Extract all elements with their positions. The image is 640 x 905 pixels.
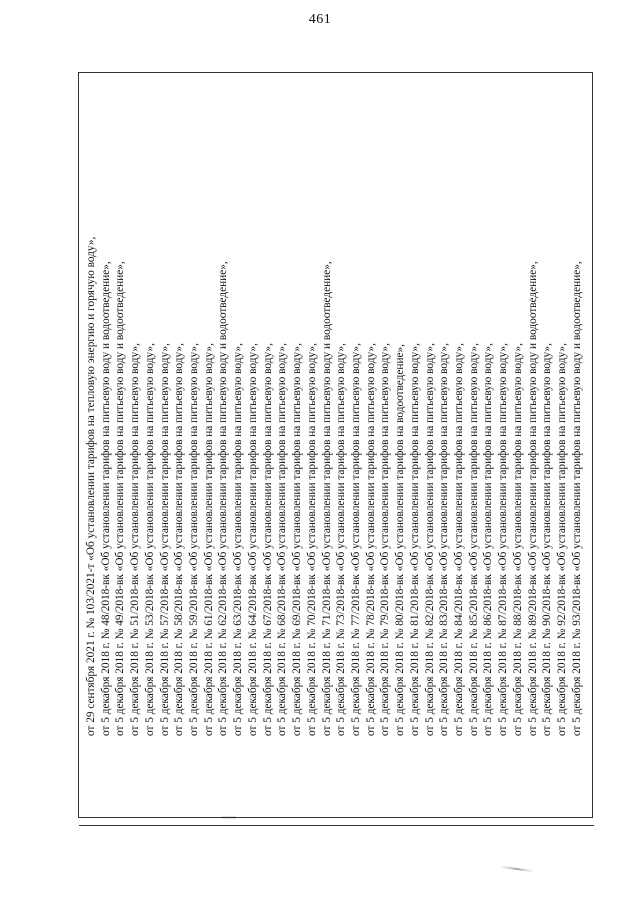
document-entry: от 29 сентября 2021 г. № 103/2021-т «Об установлении тарифов на тепловую энергию и горячую воду»,: [85, 236, 97, 736]
scan-artifact: [222, 816, 236, 819]
document-entry: от 5 декабря 2018 г. № 92/2018-вк «Об установлении тарифов на питьевую воду»,: [556, 343, 568, 736]
document-entry: от 5 декабря 2018 г. № 87/2018-вк «Об установлении тарифов на питьевую воду»,: [497, 343, 510, 736]
document-entry: от 5 декабря 2018 г. № 79/2018-вк «Об установлении тарифов на питьевую воду»,: [379, 343, 392, 736]
document-entry: от 5 декабря 2018 г. № 49/2018-вк «Об установлении тарифов на питьевую воду и водоотведение»,: [114, 261, 127, 736]
document-entry: от 5 декабря 2018 г. № 67/2018-вк «Об установлении тарифов на питьевую воду»,: [261, 343, 274, 736]
document-entry: от 5 декабря 2018 г. № 88/2018-вк «Об установлении тарифов на питьевую воду»,: [511, 343, 524, 736]
document-entry: от 5 декабря 2018 г. № 81/2018-вк «Об установлении тарифов на питьевую воду»,: [408, 343, 421, 736]
document-entry: от 5 декабря 2018 г. № 90/2018-вк «Об установлении тарифов на питьевую воду»,: [541, 343, 554, 736]
column-divider: [79, 825, 594, 826]
document-entry: от 5 декабря 2018 г. № 93/2018-вк «Об установлении тарифов на питьевую воду и водоотведение»,: [570, 261, 583, 736]
document-entry: от 5 декабря 2018 г. № 61/2018-вк «Об установлении тарифов на питьевую воду»,: [202, 343, 215, 736]
document-entry: от 5 декабря 2018 г. № 83/2018-вк «Об установлении тарифов на питьевую воду»,: [438, 343, 451, 736]
document-entry: от 5 декабря 2018 г. № 85/2018-вк «Об установлении тарифов на питьевую воду»,: [467, 343, 480, 736]
scan-artifact: [500, 866, 534, 873]
document-entry: от 5 декабря 2018 г. № 73/2018-вк «Об установлении тарифов на питьевую воду»,: [335, 343, 348, 736]
document-entry: от 5 декабря 2018 г. № 68/2018-вк «Об установлении тарифов на питьевую воду»,: [276, 343, 289, 736]
document-entry: от 5 декабря 2018 г. № 53/2018-вк «Об установлении тарифов на питьевую воду»,: [143, 343, 156, 736]
document-entry: от 5 декабря 2018 г. № 70/2018-вк «Об установлении тарифов на питьевую воду»,: [305, 343, 318, 736]
document-entry: от 5 декабря 2018 г. № 80/2018-вк «Об установлении тарифов на водоотведение»,: [394, 343, 407, 736]
document-entry: от 5 декабря 2018 г. № 64/2018-вк «Об установлении тарифов на питьевую воду»,: [246, 343, 259, 736]
document-entry: от 5 декабря 2018 г. № 78/2018-вк «Об установлении тарифов на питьевую воду»,: [364, 343, 377, 736]
document-entry: от 5 декабря 2018 г. № 51/2018-вк «Об установлении тарифов на питьевую воду»,: [129, 343, 142, 736]
document-entry: от 5 декабря 2018 г. № 86/2018-вк «Об установлении тарифов на питьевую воду»,: [482, 343, 495, 736]
document-entry-list: [84, 72, 589, 736]
document-entry: от 5 декабря 2018 г. № 84/2018-вк «Об установлении тарифов на питьевую воду»,: [452, 343, 465, 736]
document-entry: от 5 декабря 2018 г. № 59/2018-вк «Об установлении тарифов на питьевую воду»,: [188, 343, 201, 736]
document-entry: от 5 декабря 2018 г. № 89/2018-вк «Об установлении тарифов на питьевую воду и водоотведение»,: [526, 261, 539, 736]
document-entry: от 5 декабря 2018 г. № 82/2018-вк «Об установлении тарифов на питьевую воду»,: [423, 343, 436, 736]
document-entry: от 5 декабря 2018 г. № 63/2018-вк «Об установлении тарифов на питьевую воду»,: [232, 343, 245, 736]
page-number: 461: [308, 12, 332, 27]
document-entry: от 5 декабря 2018 г. № 71/2018-вк «Об установлении тарифов на питьевую воду и водоотведение»,: [320, 261, 333, 736]
document-entry: от 5 декабря 2018 г. № 62/2018-вк «Об установлении тарифов на питьевую воду и водоотведение»,: [217, 261, 230, 736]
document-entry: от 5 декабря 2018 г. № 69/2018-вк «Об установлении тарифов на питьевую воду»,: [291, 343, 304, 736]
document-entry: от 5 декабря 2018 г. № 58/2018-вк «Об установлении тарифов на питьевую воду»,: [173, 343, 186, 736]
document-entry: от 5 декабря 2018 г. № 48/2018-вк «Об установлении тарифов на питьевую воду и водоотведение»,: [99, 261, 112, 736]
document-entry: от 5 декабря 2018 г. № 77/2018-вк «Об установлении тарифов на питьевую воду»,: [349, 343, 362, 736]
document-entry: от 5 декабря 2018 г. № 57/2018-вк «Об установлении тарифов на питьевую воду»,: [158, 343, 171, 736]
